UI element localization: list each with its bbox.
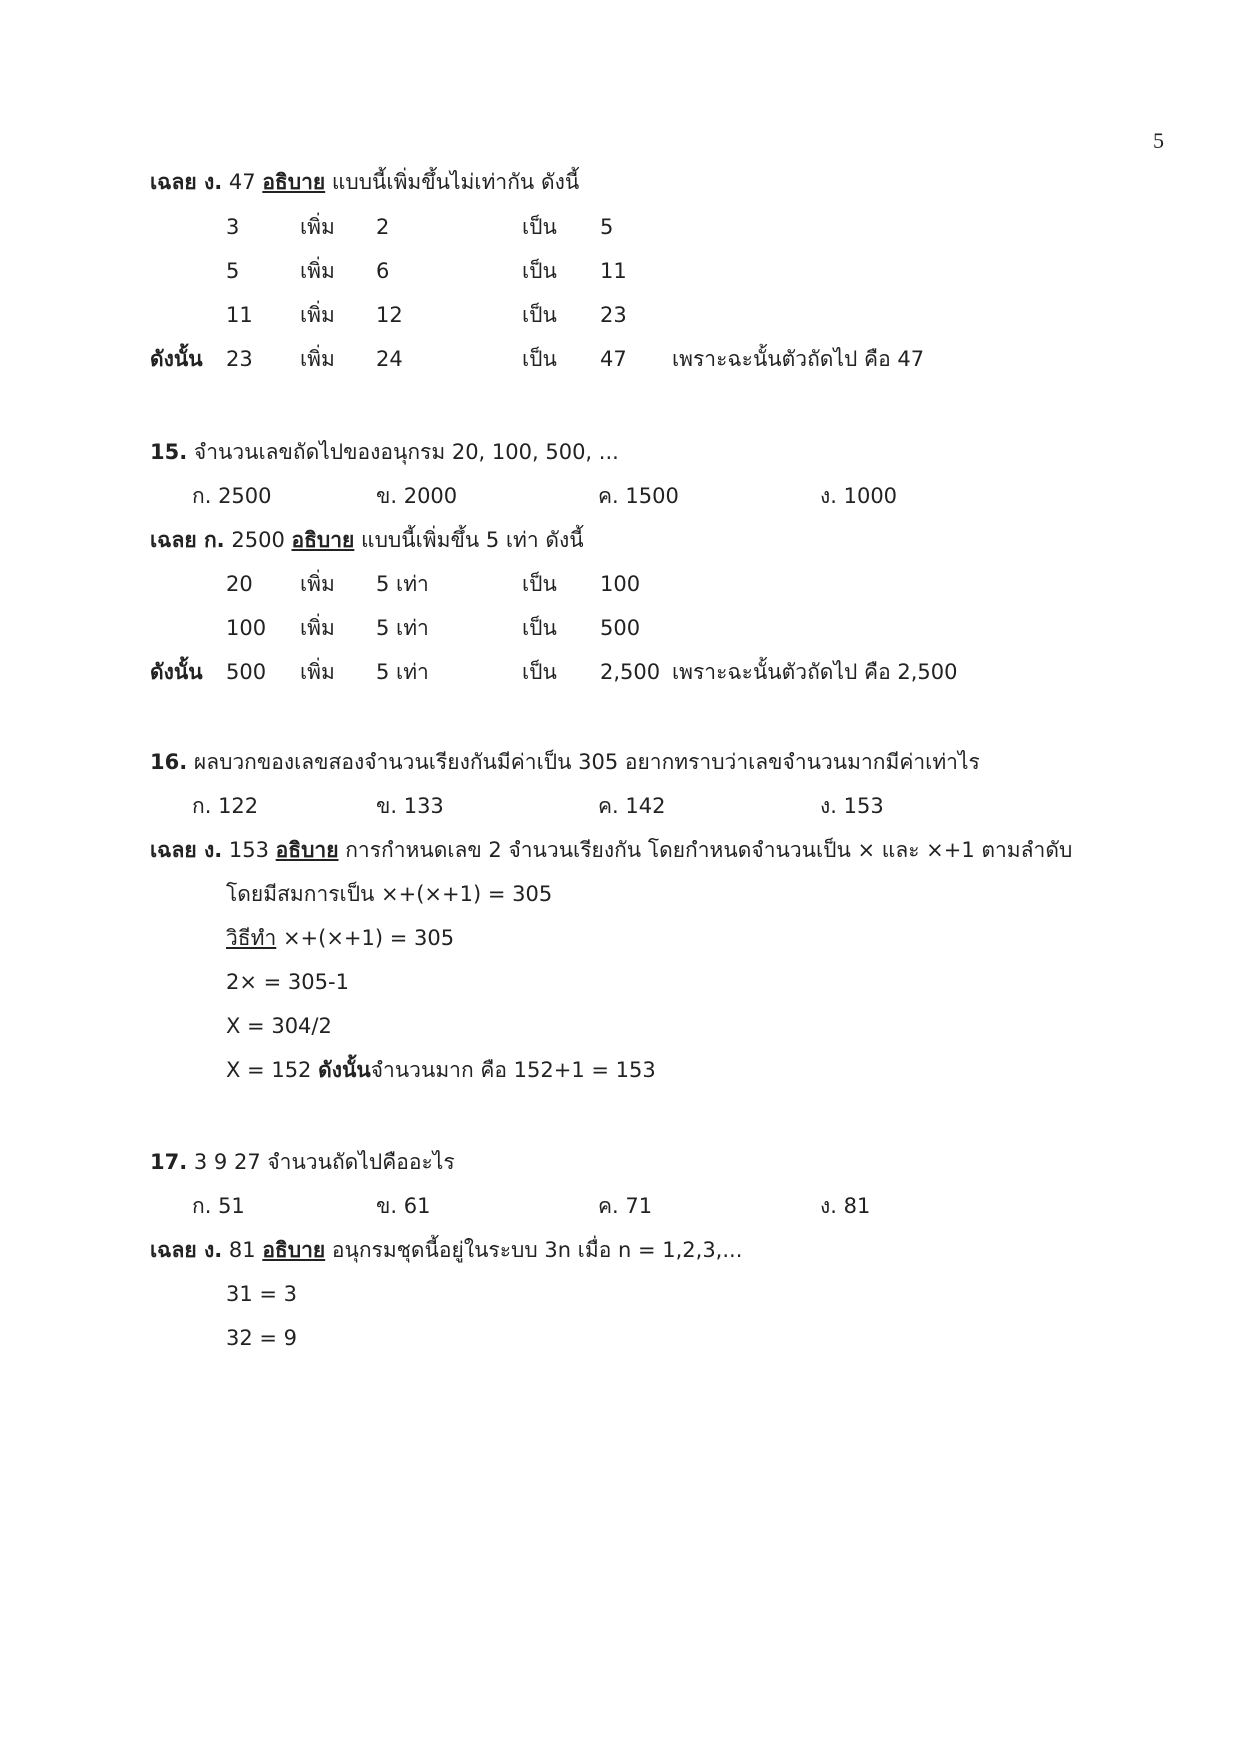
choice-c: ค. 1500 (598, 484, 679, 508)
question-16 (150, 748, 980, 776)
explain-label: อธิบาย (262, 170, 326, 194)
row-a: 500 (226, 660, 267, 684)
row-op: เพิ่ม (300, 572, 335, 596)
row-op: เพิ่ม (300, 660, 335, 684)
answer-prefix: เฉลย ง. (150, 170, 223, 194)
row-eq: เป็น (522, 215, 557, 239)
power-line-2: 32 = 9 (226, 1326, 298, 1350)
row-lead: ดังนั้น (150, 660, 203, 684)
answer-value: 153 (228, 838, 269, 862)
row-r: 5 (600, 215, 614, 239)
question-text: จำนวนเลขถัดไปของอนุกรม 20, 100, 500, ... (193, 440, 619, 464)
row-op: เพิ่ม (300, 616, 335, 640)
row-b: 6 (376, 259, 390, 283)
choice-a: ก. 51 (192, 1194, 245, 1218)
answer-value: 2500 (231, 528, 285, 552)
choice-a: ก. 122 (192, 794, 259, 818)
explain-text: อนุกรมชุดนี้อยู่ในระบบ 3n เมื่อ n = 1,2,3,... (331, 1238, 743, 1262)
choice-c: ค. 142 (598, 794, 666, 818)
method-label: วิธีทำ (226, 926, 277, 950)
question-17 (150, 1148, 455, 1176)
equation-line: โดยมีสมการเป็น ×+(×+1) = 305 (226, 882, 553, 906)
answer-15-line (150, 526, 584, 554)
answer-14-line (150, 168, 579, 196)
choice-a: ก. 2500 (192, 484, 272, 508)
row-op: เพิ่ม (300, 347, 335, 371)
choice-b: ข. 61 (376, 1194, 431, 1218)
question-number: 15. (150, 440, 188, 464)
choice-d: ง. 1000 (820, 484, 898, 508)
power-line-1: 31 = 3 (226, 1282, 298, 1306)
choice-b: ข. 133 (376, 794, 444, 818)
answer-value: 47 (228, 170, 256, 194)
conclusion-text: จำนวนมาก คือ 152+1 = 153 (370, 1058, 656, 1082)
row-b: 12 (376, 303, 403, 327)
step-3: X = 152 (226, 1058, 312, 1082)
row-op: เพิ่ม (300, 215, 335, 239)
row-r: 500 (600, 616, 641, 640)
row-b: 5 เท่า (376, 616, 429, 640)
step-3-line (226, 1056, 656, 1084)
row-a: 5 (226, 259, 240, 283)
explain-label: อธิบาย (291, 528, 355, 552)
row-note: เพราะฉะนั้นตัวถัดไป คือ 47 (672, 347, 925, 371)
answer-16-line (150, 836, 1072, 864)
row-eq: เป็น (522, 347, 557, 371)
row-eq: เป็น (522, 303, 557, 327)
answer-prefix: เฉลย ง. (150, 1238, 223, 1262)
row-eq: เป็น (522, 572, 557, 596)
row-r: 11 (600, 259, 627, 283)
step-1: 2× = 305-1 (226, 970, 349, 994)
row-a: 3 (226, 215, 240, 239)
row-eq: เป็น (522, 660, 557, 684)
explain-text: แบบนี้เพิ่มขึ้นไม่เท่ากัน ดังนี้ (331, 170, 580, 194)
choice-c: ค. 71 (598, 1194, 653, 1218)
row-eq: เป็น (522, 259, 557, 283)
explain-label: อธิบาย (262, 1238, 326, 1262)
answer-prefix: เฉลย ก. (150, 528, 225, 552)
question-text: ผลบวกของเลขสองจำนวนเรียงกันมีค่าเป็น 305 อยากทราบว่าเลขจำนวนมากมีค่าเท่าไร (193, 750, 980, 774)
choice-b: ข. 2000 (376, 484, 458, 508)
row-b: 5 เท่า (376, 572, 429, 596)
choice-d: ง. 153 (820, 794, 884, 818)
row-r: 23 (600, 303, 627, 327)
row-a: 23 (226, 347, 253, 371)
conclusion-label: ดังนั้น (318, 1058, 371, 1082)
row-eq: เป็น (522, 616, 557, 640)
question-number: 17. (150, 1150, 188, 1174)
question-15 (150, 438, 619, 466)
row-r: 2,500 (600, 660, 661, 684)
method-line (226, 924, 454, 952)
row-note: เพราะฉะนั้นตัวถัดไป คือ 2,500 (672, 660, 958, 684)
answer-value: 81 (228, 1238, 256, 1262)
step-2: X = 304/2 (226, 1014, 332, 1038)
row-r: 100 (600, 572, 641, 596)
question-number: 16. (150, 750, 188, 774)
row-b: 2 (376, 215, 390, 239)
row-a: 11 (226, 303, 253, 327)
row-b: 5 เท่า (376, 660, 429, 684)
row-r: 47 (600, 347, 627, 371)
explain-text: แบบนี้เพิ่มขึ้น 5 เท่า ดังนี้ (361, 528, 584, 552)
answer-prefix: เฉลย ง. (150, 838, 223, 862)
row-a: 100 (226, 616, 267, 640)
question-text: 3 9 27 จำนวนถัดไปคืออะไร (193, 1150, 455, 1174)
row-b: 24 (376, 347, 403, 371)
row-lead: ดังนั้น (150, 347, 203, 371)
explain-text: การกำหนดเลข 2 จำนวนเรียงกัน โดยกำหนดจำนวนเป็น × และ ×+1 ตามลำดับ (345, 838, 1073, 862)
row-op: เพิ่ม (300, 259, 335, 283)
choice-d: ง. 81 (820, 1194, 871, 1218)
answer-17-line (150, 1236, 742, 1264)
method-text: ×+(×+1) = 305 (282, 926, 455, 950)
row-a: 20 (226, 572, 253, 596)
explain-label: อธิบาย (275, 838, 339, 862)
row-op: เพิ่ม (300, 303, 335, 327)
page-number: 5 (1153, 128, 1164, 153)
